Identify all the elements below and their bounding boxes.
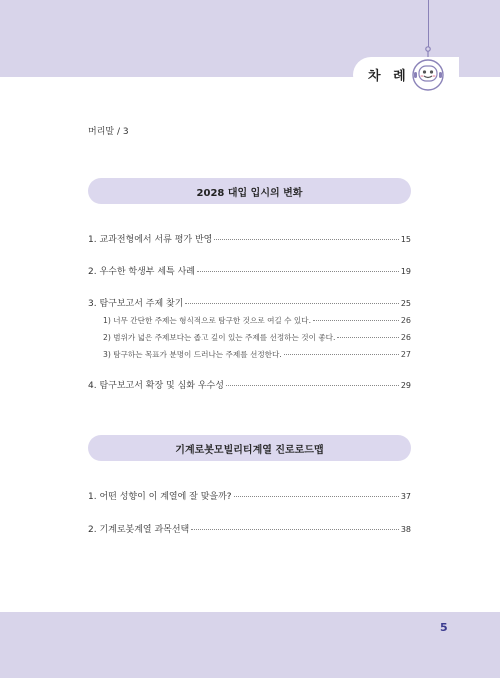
leader-dots — [185, 303, 398, 304]
leader-dots — [214, 239, 398, 240]
leader-dots — [284, 354, 399, 355]
preface-entry[interactable]: 머리말 / 3 — [88, 127, 129, 137]
leader-dots — [313, 320, 399, 321]
section-heading-admission: 2028 대입 입시의 변화 — [88, 178, 411, 204]
toc-subentry[interactable]: 2) 범위가 넓은 주제보다는 좁고 깊이 있는 주제를 선정하는 것이 좋다. 26 — [103, 333, 411, 342]
page-number: 5 — [440, 621, 448, 634]
page-ref: 25 — [400, 299, 411, 308]
toc-subentry[interactable]: 1) 너무 간단한 주제는 형식적으로 탐구한 것으로 여길 수 있다. 26 — [103, 316, 411, 325]
page-ref: 15 — [400, 235, 411, 244]
page-ref: 19 — [400, 267, 411, 276]
page-ref: 38 — [400, 525, 411, 534]
toc-entry[interactable]: 1. 어떤 성향이 이 계열에 잘 맞을까? 37 — [88, 492, 411, 502]
leader-dots — [337, 337, 398, 338]
page-title: 차 례 — [368, 69, 410, 84]
toc-entry[interactable]: 2. 우수한 학생부 세특 사례 19 — [88, 267, 411, 277]
toc-entry[interactable]: 3. 탐구보고서 주제 찾기 25 — [88, 299, 411, 309]
leader-dots — [234, 496, 399, 497]
leader-dots — [226, 385, 399, 386]
toc-entry[interactable]: 2. 기계로봇계열 과목선택 38 — [88, 525, 411, 535]
section-heading-career-roadmap: 기계로봇모빌리티계열 진로로드맵 — [88, 435, 411, 461]
footer-band — [0, 612, 500, 678]
page-ref: 37 — [400, 492, 411, 501]
leader-dots — [191, 529, 399, 530]
leader-dots — [197, 271, 399, 272]
toc-subentry[interactable]: 3) 탐구하는 목표가 분명이 드러나는 주제를 선정한다. 27 — [103, 350, 411, 359]
page-ref: 26 — [400, 333, 411, 342]
toc-entry[interactable]: 4. 탐구보고서 확장 및 심화 우수성 29 — [88, 381, 411, 391]
page-ref: 26 — [400, 316, 411, 325]
mascot-string — [428, 0, 429, 47]
page-ref: 29 — [400, 381, 411, 390]
page-ref: 27 — [400, 350, 411, 359]
robot-mascot-icon — [410, 45, 446, 95]
toc-entry[interactable]: 1. 교과전형에서 서류 평가 반영 15 — [88, 235, 411, 245]
